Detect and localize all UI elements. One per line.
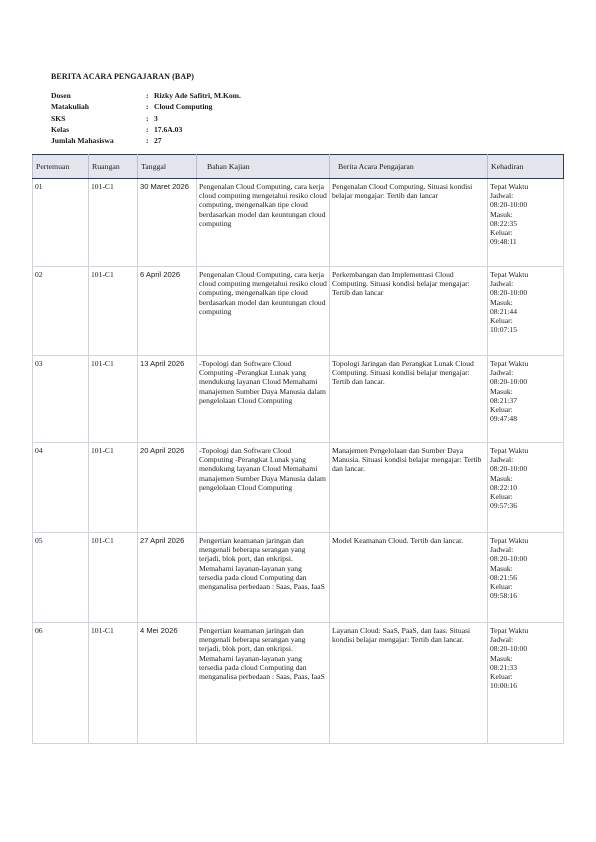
info-separator: : [146,91,149,100]
info-value: Cloud Computing [154,102,213,112]
info-value: 3 [154,113,158,123]
cell-tanggal: 4 Mei 2026 [138,623,197,744]
table-row [33,533,564,623]
cell-pertemuan: 05 [33,533,89,623]
table-row [33,267,564,356]
cell-bahan-kajian: -Topologi dan Software Cloud Computing -Perangkat Lunak yang mendukung layanan Cloud Memahami manajemen Sumber Daya Manusia dalam pengelolaan Cloud Computing [197,356,330,443]
info-separator: : [146,136,149,146]
cell-pertemuan: 06 [33,623,89,744]
cell-bahan-kajian: Pengertian keamanan jaringan dan mengenali beberapa serangan yang terjadi, blok port, dan enkripsi. Memahami layanan-layanan yang tersedia pada cloud Computing dan menganalisa perbedaan : Saas, Paas, IaaS [197,623,330,744]
table-row [33,356,564,443]
info-row-dosen [51,90,241,101]
info-value: Rizky Ade Safitri, M.Kom. [154,91,241,100]
cell-kehadiran: Tepat Waktu Jadwal: 08:20-10:00 Masuk: 08:21:44 Keluar: 10:07:15 [488,267,564,356]
cell-tanggal: 6 April 2026 [138,267,197,356]
cell-ruangan: 101-C1 [89,356,138,443]
cell-berita-acara: Pengenalan Cloud Computing. Situasi kondisi belajar mengajar: Tertib dan lancar [330,179,488,267]
cell-kehadiran: Tepat Waktu Jadwal: 08:20-10:00 Masuk: 08:22:10 Keluar: 09:57:36 [488,443,564,533]
cell-berita-acara: Topologi Jaringan dan Perangkat Lunak Cloud Computing. Situasi kondisi belajar mengajar: Tertib dan lancar. [330,356,488,443]
info-separator: : [146,113,149,123]
table-row [33,443,564,533]
cell-tanggal: 30 Maret 2026 [138,179,197,267]
cell-ruangan: 101-C1 [89,443,138,533]
cell-ruangan: 101-C1 [89,623,138,744]
info-label: Matakuliah [51,102,89,112]
header-kehadiran: Kehadiran [488,155,564,179]
cell-tanggal: 13 April 2026 [138,356,197,443]
cell-bahan-kajian: Pengertian keamanan jaringan dan mengenali beberapa serangan yang terjadi, blok port, dan enkripsi. Memahami layanan-layanan yang tersedia pada cloud Computing dan menganalisa perbedaan : Saas, Paas, IaaS [197,533,330,623]
cell-tanggal: 20 April 2026 [138,443,197,533]
cell-pertemuan: 02 [33,267,89,356]
document-title: BERITA ACARA PENGAJARAN (BAP) [51,72,194,81]
info-row-matakuliah [51,101,241,112]
info-label: Jumlah Mahasiswa [51,136,114,146]
header-ruangan: Ruangan [89,155,138,179]
cell-pertemuan: 01 [33,179,89,267]
cell-pertemuan: 04 [33,443,89,533]
cell-kehadiran: Tepat Waktu Jadwal: 08:20-10:00 Masuk: 08:21:33 Keluar: 10:00:16 [488,623,564,744]
info-row-sks [51,113,241,124]
header-berita-acara: Berita Acara Pengajaran [330,155,488,179]
cell-ruangan: 101-C1 [89,179,138,267]
cell-ruangan: 101-C1 [89,267,138,356]
cell-berita-acara: Perkembangan dan Implementasi Cloud Computing. Situasi kondisi belajar mengajar: Tertib dan lancar [330,267,488,356]
cell-bahan-kajian: -Topologi dan Software Cloud Computing -Perangkat Lunak yang mendukung layanan Cloud Memahami manajemen Sumber Daya Manusia dalam pengelolaan Cloud Computing [197,443,330,533]
info-label: Kelas [51,124,70,134]
table-header-row [33,155,564,179]
info-value: 27 [154,136,162,146]
info-separator: : [146,102,149,112]
table-row [33,179,564,267]
cell-berita-acara: Layanan Cloud: SaaS, PaaS, dan Iaas. Situasi kondisi belajar mengajar: Tertib dan lancar. [330,623,488,744]
cell-kehadiran: Tepat Waktu Jadwal: 08:20-10:00 Masuk: 08:21:37 Keluar: 09:47:48 [488,356,564,443]
cell-ruangan: 101-C1 [89,533,138,623]
info-row-jumlah-mahasiswa [51,135,241,146]
info-value: 17.6A.03 [154,124,183,134]
course-info [51,90,241,146]
cell-kehadiran: Tepat Waktu Jadwal: 08:20-10:00 Masuk: 08:22:35 Keluar: 09:48:11 [488,179,564,267]
cell-bahan-kajian: Pengenalan Cloud Computing, cara kerja cloud computing mengetahui resiko cloud computing, mengenalkan tipe cloud berdasarkan model dan keuntungan cloud computing [197,179,330,267]
info-separator: : [146,124,149,134]
info-label: SKS [51,113,66,123]
header-pertemuan: Pertemuan [33,155,89,179]
header-tanggal: Tanggal [138,155,197,179]
header-bahan-kajian: Bahan Kajian [197,155,330,179]
cell-tanggal: 27 April 2026 [138,533,197,623]
info-label: Dosen [51,91,71,100]
cell-bahan-kajian: Pengenalan Cloud Computing, cara kerja cloud computing mengetahui resiko cloud computing, mengenalkan tipe cloud berdasarkan model dan keuntungan cloud computing [197,267,330,356]
cell-kehadiran: Tepat Waktu Jadwal: 08:20-10:00 Masuk: 08:21:56 Keluar: 09:58:16 [488,533,564,623]
info-row-kelas [51,124,241,135]
cell-pertemuan: 03 [33,356,89,443]
cell-berita-acara: Model Keamanan Cloud. Tertib dan lancar. [330,533,488,623]
cell-berita-acara: Manajemen Pengelolaan dan Sumber Daya Manusia. Situasi kondisi belajar mengajar: Tertib dan lancar. [330,443,488,533]
bap-table [32,154,564,744]
table-row [33,623,564,744]
